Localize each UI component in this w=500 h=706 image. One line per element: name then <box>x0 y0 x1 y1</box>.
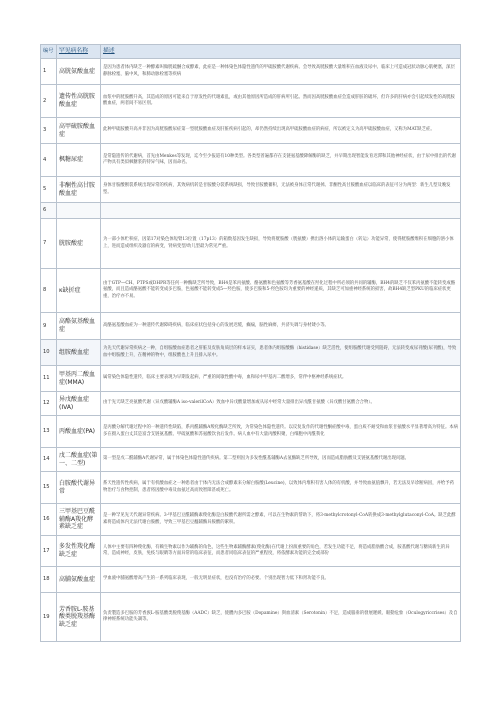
row-num[interactable]: 15 <box>41 472 57 504</box>
row-name[interactable]: 芳香胺L-胺基酸类脱羧基酶缺乏症 <box>57 593 101 642</box>
row-num[interactable]: 4 <box>41 144 57 177</box>
row-name[interactable]: κ缺折症 <box>57 269 101 313</box>
table-row <box>41 448 461 472</box>
table-row <box>41 118 461 144</box>
row-num[interactable]: 9 <box>41 313 57 340</box>
row-name[interactable]: 白胺酸代谢异常 <box>57 472 101 504</box>
table-row <box>41 269 461 313</box>
row-name[interactable]: 胱胺酸症 <box>57 219 101 269</box>
table-row <box>41 59 461 85</box>
row-desc[interactable]: 属常染色体隐性遗传，临床主要表现为早期发起病，严重的间歇性酸中毒，血和尿中甲基丙二酸增多，常伴中枢神经系统症状。 <box>101 366 461 392</box>
row-name[interactable]: 甲基丙二酸血症(MMA) <box>57 366 101 392</box>
row-num[interactable]: 17 <box>41 536 57 567</box>
row-desc[interactable]: 高酪氨基酸血症为一种遗传代谢障碍疾病，临床症状包括身心的发展迟缓，癫痫，脑性麻痹，共济失调与身材矮小等。 <box>101 313 461 340</box>
row-num[interactable]: 14 <box>41 448 57 472</box>
table-row <box>41 504 461 536</box>
row-num[interactable]: 13 <box>41 416 57 448</box>
row-desc[interactable]: 此种甲硫胺酸升高并非因为高胱胺酸尿症第一型胱胺酸血症及肝脏疾病引起的，却仍然持续出现高甲硫胺酸血症的病症，所以被定义为高甲硫胺酸血症，又称为MAT缺乏症。 <box>101 118 461 144</box>
table-row <box>41 219 461 269</box>
row-num[interactable]: 8 <box>41 269 57 313</box>
row-desc[interactable] <box>101 203 461 219</box>
row-desc[interactable]: 身体甘胺酸断裂系统出现异常的疾病，其致病机转是甘胺酸分裂系统缺损，导致甘胺酸蓄积，无法被身体正常代谢掉。非酮性高甘胺酸血症以临床的表征可分为两型：新生儿型及晚发型。 <box>101 177 461 203</box>
table-row <box>41 593 461 642</box>
table-row <box>41 416 461 448</box>
row-desc[interactable]: 血浆中的胱胺酸升高，其造成的原因可能来自于原发性的代谢素乱，或由其他原因所造成的肝病所引起。然而因高胱胺酸血症会造成肝脏的破坏，但许多的肝病亦会引起续发性的高胱胺酸血症，两者间不易区别。 <box>101 85 461 118</box>
row-desc[interactable]: 是常隐遗传的代谢病，首先由Menkes等发现，迄今至少报道有10种类型。各类型普遍都存在支链氨基酸降解酶的缺乏，并早期出现智能发育迟滞和其他神经症状，由于尿中排出的代谢产物具有类似枫糖浆的特异气味，因而命名。 <box>101 144 461 177</box>
row-name[interactable] <box>57 203 101 219</box>
row-name[interactable]: 高脯氨酸血症 <box>57 567 101 593</box>
row-name[interactable]: 枫糖尿症 <box>57 144 101 177</box>
row-num[interactable]: 10 <box>41 340 57 366</box>
row-name[interactable]: 高酪氨基酸血症 <box>57 313 101 340</box>
row-name[interactable]: 高胱氨酸血症 <box>57 59 101 85</box>
row-num[interactable]: 1 <box>41 59 57 85</box>
row-name[interactable]: 非酮性高甘胺酸血症 <box>57 177 101 203</box>
row-desc[interactable]: 由于先天缺乏亮氨酸代谢（异戊酸辅酶A iso-valerilCoA）致血中异戊酸量增加或从尿中经常大量排出异戊酰甘氨酸（异戊酸甘氨酸合合物）。 <box>101 392 461 416</box>
row-name[interactable]: 遗传性高胱胺酸血症 <box>57 85 101 118</box>
rare-disease-table <box>40 44 461 642</box>
row-num[interactable]: 18 <box>41 567 57 593</box>
row-desc[interactable]: 为先天代谢异常疾病之一种，自组胺酸血症患者之肝脏及皮肤角质层的样本证实，患者体内组胺酸酶（histidase）缺乏活性，使组胺酸代谢受到阻碍，无法转变成尿刊酸(尿刊酸)，导致血中组胺酸上升，在精神的物中，组胺酸也上升且排入尿中。 <box>101 340 461 366</box>
header-desc[interactable]: 描述 <box>101 45 461 59</box>
table-row <box>41 366 461 392</box>
row-num[interactable]: 3 <box>41 118 57 144</box>
table-row <box>41 203 461 219</box>
row-name[interactable]: 多发性羧化酶缺乏症 <box>57 536 101 567</box>
row-desc[interactable]: 学血液中脯氨酸增高产生的一系列临床表现，一般无明显症状，也没有治疗的必要。个别出现智力低下和肾功能不良。 <box>101 567 461 593</box>
header-name[interactable]: 罕见病名称 <box>57 45 101 59</box>
row-name[interactable]: 异戊酸血症(IVA) <box>57 392 101 416</box>
row-desc[interactable]: 是一种罕见先天代谢异常疾病。3-甲基巴豆酰辅酶素羧化酶是白胺酸代谢所需之酵素，可以在生物素的帮助下，将3-methylcrotonyl-CoA转换成3-methylglutaconyl-CoA。缺乏此酵素将造成体内无法代谢白胺酸，导致三甲基巴豆醯辅酶异胺酸的累积。 <box>101 504 461 536</box>
row-desc[interactable]: 系天性遗传性疾病，属于有机酸血症之一种患者由于体内无法合成酵素来分解白胺酸(Leucine)，以致体内堆积有害人体的有机酸，并导致血氨值飘升，若无法及早诊断病因，并给予药物治疗与食物控制，患者将因酸中毒及血氨过高而致智障甚或死亡。 <box>101 472 461 504</box>
row-num[interactable]: 19 <box>41 593 57 642</box>
table-row <box>41 536 461 567</box>
table-row <box>41 567 461 593</box>
row-desc[interactable]: 负责製造多巴胺的芳香族L-胺基酸类脱羧基酶（AADC）缺乏，使體內多巴胺（Dopamine）與血清素（Serotonin）不足，造成腦垂的發展遲緩、眼動危象（Oculogyriccrises）及自律神經系统功能失調等。 <box>101 593 461 642</box>
row-name[interactable]: 丙酸血症(PA) <box>57 416 101 448</box>
row-name[interactable]: 三甲基巴豆酰辅酶A羧化酵素缺乏症 <box>57 504 101 536</box>
row-name[interactable]: 组胺酸血症 <box>57 340 101 366</box>
row-num[interactable]: 12 <box>41 392 57 416</box>
row-num[interactable]: 16 <box>41 504 57 536</box>
row-desc[interactable]: 是丙酸分解代谢过程中的一种遗传性缺陷，系丙酰辅酶A羧化酶缺乏所致，为常染色体隐性遗传。以反复发作的代谢性酮症酸中毒，蛋白质不耐受和血浆甘氨酸水平显著增高为特征。本病多在摄入蛋白丈其是富含支链氨基酸、甲硫氨酸和苏氨酸饮食后发作。病人血中有大量丙酸积聚，白细胞中丙酰我化 <box>101 416 461 448</box>
table-header-row <box>41 45 461 59</box>
spreadsheet-sheet <box>40 44 460 642</box>
row-name[interactable]: 戊二酸血症(第一、二型) <box>57 448 101 472</box>
row-num[interactable]: 7 <box>41 219 57 269</box>
row-desc[interactable]: 人体中主要有四种羧化酶，有赖生物素以作为辅酶的角色，这些生物素辅酶酵素(羧化酶)在代谢上扮演重要的角色，若发生功能不足，将造成脂肪酸合成，胺基酸代谢与糖质新生的异常，造成神经，皮肤，免疫与眼睛等方面异常的临床表征，而患者同临床表征的严重程度，将依酵素功能的完全或部份 <box>101 536 461 567</box>
table-row <box>41 392 461 416</box>
row-num[interactable]: 11 <box>41 366 57 392</box>
row-name[interactable]: 高甲硫胺酸血症 <box>57 118 101 144</box>
table-row <box>41 313 461 340</box>
table-row <box>41 85 461 118</box>
row-desc[interactable]: 由于GTP—CH、PTPS或DHPR等任何一种酶缺乏所导致，BH4是苯丙氨酸、酪氨酸和色氨酸等芳香氨基酸在羟化过程中所必须的共同的辅酶，BH4的缺乏不仅苯丙氨酸不能转变成酪氨酸，而且造成酪氨酸不能转变成多巴胺，色氨酸不能转变成5—羟色胺，使多巴胺和5-羟色胺均为重要的神经递质，其缺乏可加重神经系统的损害，故BH4缺乏型PKU的临床症状更重，治疗亦不易。 <box>101 269 461 313</box>
row-desc[interactable]: 为一部小体贮积症，因第17对染色体短臂13位置（17p13）的箱数基因发生缺损，导致将胱胺酸（胱氨酸）携出溶小体的运输蛋白（转运）功能异常，使得胱胺酸堆积在细胞的溶小体上，进而造成组织及器官的病变，肾病变型/幼儿型最为常见严重。 <box>101 219 461 269</box>
table-row <box>41 472 461 504</box>
header-num[interactable]: 编号 <box>41 45 57 59</box>
row-num[interactable]: 6 <box>41 203 57 219</box>
row-desc[interactable]: 是因为患者体内缺乏一种酵素叫做胱硫醚合成酵素，此症是一种体染色体隐性遗传的甲硫胺酸代谢疾病。会导致高胱胺酸大量堆积在血液及尿中。临床上可造成冠状动脉心肌梗塞，深层静脉栓塞，脑中风，和肺动脉栓塞等疾病 <box>101 59 461 85</box>
row-desc[interactable]: 第一型是戊二酰辅酶A代谢异常，属于体染色体隐性遗传疾病。第二型则因为多发性酰基辅酶A去氢酶缺乏所导致，因而造成脂肪酸及支链氨基酸代谢出现问题。 <box>101 448 461 472</box>
table-row <box>41 144 461 177</box>
row-num[interactable]: 2 <box>41 85 57 118</box>
row-num[interactable]: 5 <box>41 177 57 203</box>
table-row <box>41 177 461 203</box>
table-row <box>41 340 461 366</box>
